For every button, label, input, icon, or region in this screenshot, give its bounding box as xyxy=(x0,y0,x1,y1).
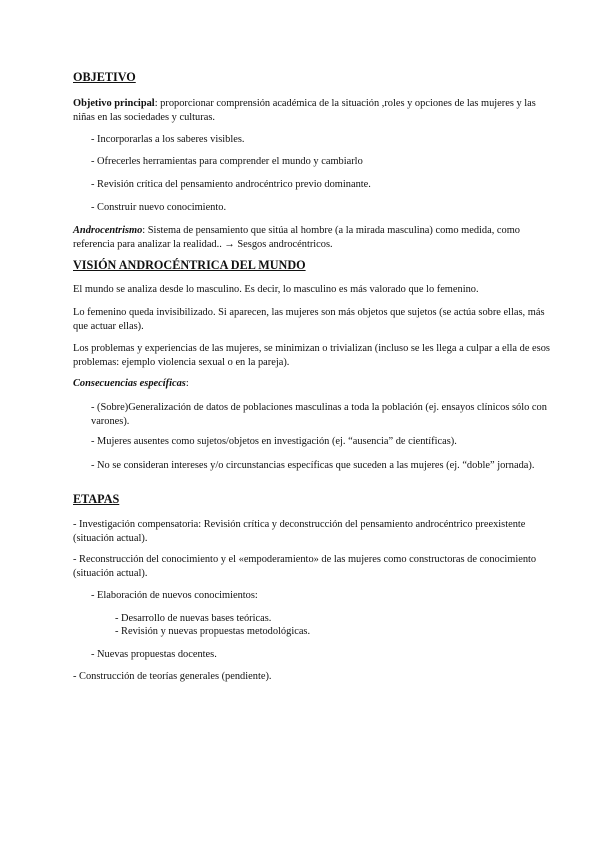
heading-etapas: ETAPAS xyxy=(73,492,120,506)
etapa-subitem: - Revisión y nuevas propuestas metodológicas. xyxy=(115,626,311,637)
etapa-item: - Reconstrucción del conocimiento y el «empoderamiento» de las mujeres como constructoras de conocimiento (situación actual). xyxy=(73,554,537,579)
consecuencias-colon: : xyxy=(185,378,189,389)
etapa-subitem: - Desarrollo de nuevas bases teóricas. xyxy=(115,613,272,624)
etapa-item: - Investigación compensatoria: Revisión crítica y deconstrucción del pensamiento androcéntrico preexistente (situación actual). xyxy=(73,519,526,544)
androcentrismo-text: : Sistema de pensamiento que sitúa al hombre (a la mirada masculina) como medida, como referencia para analizar la realidad.. → Sesgos androcéntricos. xyxy=(73,225,520,250)
heading-objetivo: OBJETIVO xyxy=(73,70,136,84)
etapa-final: - Construcción de teorías generales (pendiente). xyxy=(73,671,272,682)
etapa-nuevos-conocimientos: - Elaboración de nuevos conocimientos: xyxy=(91,590,258,601)
androcentrismo-paragraph xyxy=(73,224,557,251)
consecuencias-label: Consecuencias específicas xyxy=(73,378,186,389)
objetivo-bullet: - Revisión crítica del pensamiento androcéntrico previo dominante. xyxy=(91,179,371,190)
heading-vision-androcentrica: VISIÓN ANDROCÉNTRICA DEL MUNDO xyxy=(73,258,306,272)
vision-paragraph: Los problemas y experiencias de las mujeres, se minimizan o trivializan (incluso se les llega a culpar a ella de esos problemas: ejemplo violencia sexual o en la pareja). xyxy=(73,343,550,368)
objetivo-bullet: - Construir nuevo conocimiento. xyxy=(91,202,227,213)
consecuencia-item: - (Sobre)Generalización de datos de poblaciones masculinas a toda la población (ej. ensayos clínicos sólo con varones). xyxy=(91,402,547,427)
androcentrismo-label: Androcentrismo xyxy=(73,225,143,236)
consecuencias-heading xyxy=(73,377,557,391)
objetivo-bullet: - Incorporarlas a los saberes visibles. xyxy=(91,134,245,145)
objetivo-principal-label: Objetivo principal xyxy=(73,98,155,109)
objetivo-principal-text: : proporcionar comprensión académica de la situación ,roles y opciones de las mujeres y las niñas en las sociedades y culturas. xyxy=(73,98,536,123)
consecuencia-item: - Mujeres ausentes como sujetos/objetos en investigación (ej. “ausencia” de científicas). xyxy=(91,436,457,447)
objetivo-principal-paragraph xyxy=(73,97,557,124)
consecuencia-item: - No se consideran intereses y/o circunstancias específicas que suceden a las mujeres (ej. “doble” jornada). xyxy=(91,460,535,471)
objetivo-bullet: - Ofrecerles herramientas para comprender el mundo y cambiarlo xyxy=(91,156,363,167)
etapa-docentes: - Nuevas propuestas docentes. xyxy=(91,649,217,660)
vision-paragraph: Lo femenino queda invisibilizado. Si aparecen, las mujeres son más objetos que sujetos (se actúa sobre ellas, más que actuar ellas). xyxy=(73,307,545,332)
vision-paragraph: El mundo se analiza desde lo masculino. Es decir, lo masculino es más valorado que lo femenino. xyxy=(73,284,479,295)
